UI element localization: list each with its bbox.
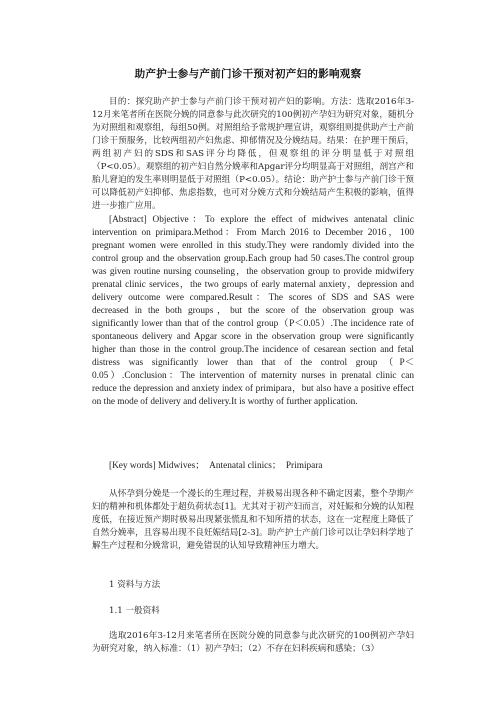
keywords: [Key words] Midwives； Antenatal clinics； Primipara [109, 461, 323, 471]
paper-title: 助产护士参与产前门诊干预对初产妇的影响观察 [134, 68, 362, 80]
section-heading-1: 1 资料与方法 [109, 580, 161, 590]
english-abstract: [Abstract] Objective：To explore the effect of midwives antenatal clinic intervention on primipara.Method：From March 2016 to December 2016，100 pregnant women were enrolled in this study.They were randomly divided into the control group and the observation group.Each group had 50 cases.The control group was given routine nursing counseling，the observation group to provide midwifery prenatal clinic services，the two groups of early maternal anxiety，depression and delivery outcome were compared.Result：The scores of SDS and SAS were decreased in the both groups，but the score of the observation group was significantly lower than that of the control group（P＜0.05）.The incidence rate of spontaneous delivery and Apgar score in the observation group were significantly higher than those in the control group.The incidence of cesarean section and fetal distress was significantly lower than that of the control group（P＜0.05）.Conclusion：The intervention of maternity nurses in prenatal clinic can reduce the depression and anxiety index of primipara，but also have a positive effect on the mode of delivery and delivery.It is worthy of further application. [92, 215, 414, 407]
section-heading-1-1: 1.1 一般资料 [109, 606, 160, 616]
methods-paragraph: 选取2016年3-12月来笔者所在医院分娩的同意参与此次研究的100例初产孕妇为研究对象，纳入标准：（1）初产孕妇；（2）不存在妇科疾病和感染；（3） [92, 631, 414, 654]
chinese-abstract: 目的：探究助产护士参与产前门诊干预对初产妇的影响。方法：选取2016年3-12月来笔者所在医院分娩的同意参与此次研究的100例初产孕妇为研究对象，随机分为对照组和观察组，每组50例。对照组给予常规护理宣讲，观察组则提供助产士产前门诊干预服务，比较两组初产妇焦虑、抑郁情况及分娩结局。结果：在护理干预后，两组初产妇的SDS和SAS评分均降低，但观察组的评分明显低于对照组（P<0.05）。观察组的初产妇自然分娩率和Apgar评分均明显高于对照组，剖宫产和胎儿窘迫的发生率则明显低于对照组（P<0.05）。结论：助产护士参与产前门诊干预可以降低初产妇抑郁、焦虑指数，也可对分娩方式和分娩结局产生积极的影响，值得进一步推广应用。 [92, 97, 414, 211]
introduction-paragraph: 从怀孕到分娩是一个漫长的生理过程，并极易出现各种不确定因素，整个孕期产妇的精神和机体都处于超负荷状态[1]。尤其对于初产妇而言，对妊娠和分娩的认知程度低，在接近预产期时极易出现紧张慌乱和不知所措的状态，这在一定程度上降低了自然分娩率，且容易出现不良妊娠结局[2-3]。助产护士产前门诊可以让孕妇科学地了解生产过程和分娩常识，避免错误的认知导致精神压力增大。 [92, 489, 414, 551]
